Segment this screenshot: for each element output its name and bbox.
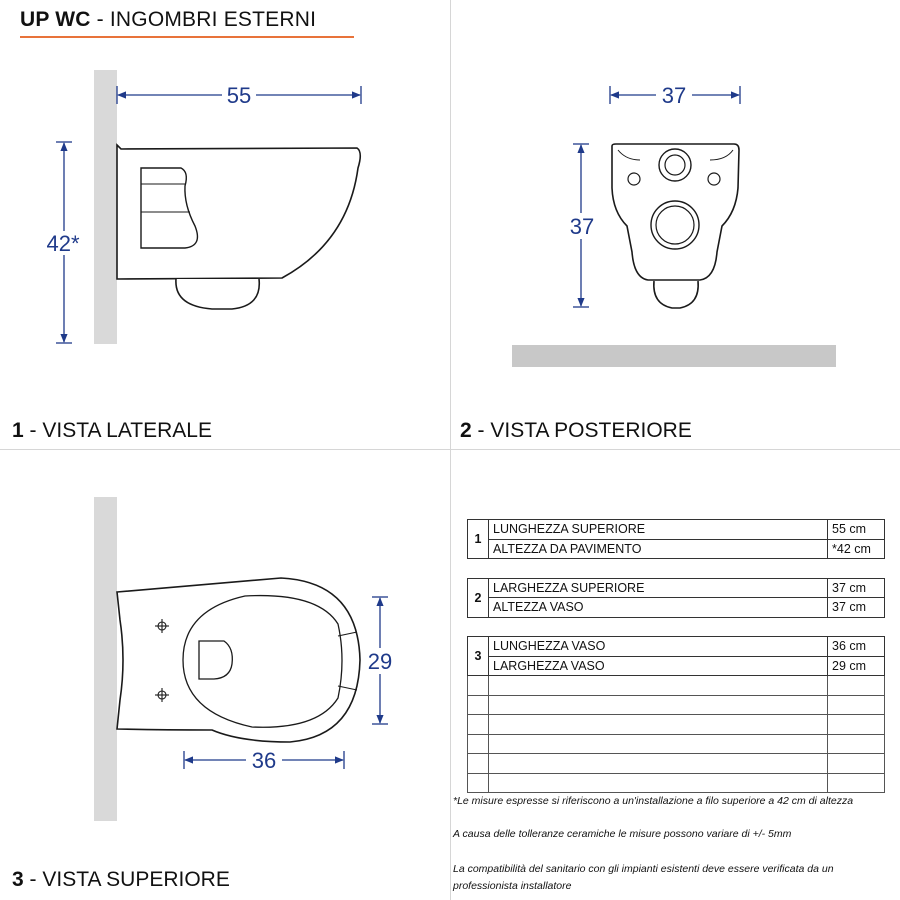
rear-height-label: 37 — [569, 214, 595, 239]
group-number: 1 — [468, 520, 489, 559]
group-number: 3 — [468, 637, 489, 676]
row-value: 37 cm — [828, 578, 885, 598]
table-row — [468, 578, 885, 598]
caption-rear-label: - VISTA POSTERIORE — [471, 419, 692, 442]
table-empty-row — [468, 734, 885, 754]
side-bowl-base — [176, 279, 259, 309]
top-view-drawing — [94, 497, 396, 821]
row-label: ALTEZZA VASO — [489, 598, 828, 618]
table-spacer — [468, 617, 885, 637]
side-view-drawing — [44, 70, 361, 344]
title-subtitle: - INGOMBRI ESTERNI — [90, 8, 317, 31]
row-value: 55 cm — [828, 520, 885, 540]
table-empty-row — [468, 773, 885, 793]
table-empty-row — [468, 715, 885, 735]
group-number: 2 — [468, 578, 489, 617]
side-height-label: 42* — [46, 231, 80, 256]
row-value: 37 cm — [828, 598, 885, 618]
top-wall — [94, 497, 117, 821]
top-length-label: 36 — [251, 748, 277, 773]
row-value: 29 cm — [828, 656, 885, 676]
rear-view-drawing — [512, 82, 836, 367]
row-label: LUNGHEZZA VASO — [489, 637, 828, 657]
caption-top-label: - VISTA SUPERIORE — [23, 868, 230, 891]
top-drain-shape — [199, 641, 232, 679]
table-row — [468, 520, 885, 540]
table-empty-row — [468, 695, 885, 715]
caption-side-number: 1 — [12, 419, 24, 442]
row-value: *42 cm — [828, 539, 885, 559]
note-installation-height: *Le misure espresse si riferiscono a un'installazione a filo superiore a 42 cm di altezza — [453, 795, 854, 807]
note-tolerances: A causa delle tolleranze ceramiche le misure possono variare di +/- 5mm — [453, 828, 792, 840]
caption-side-view — [12, 419, 212, 443]
side-wall — [94, 70, 117, 344]
caption-side-label: - VISTA LATERALE — [23, 419, 212, 442]
title-product: UP WC — [20, 8, 91, 31]
table-row — [468, 539, 885, 559]
row-label: LARGHEZZA SUPERIORE — [489, 578, 828, 598]
caption-top-view — [12, 868, 230, 892]
table-empty-row — [468, 676, 885, 696]
rear-bowl-base — [654, 281, 698, 308]
table-spacer — [468, 559, 885, 579]
row-label: LARGHEZZA VASO — [489, 656, 828, 676]
note-compatibility: La compatibilità del sanitario con gli impianti esistenti deve essere verificata da un professionista installatore — [453, 863, 834, 892]
table-row — [468, 656, 885, 676]
row-value: 36 cm — [828, 637, 885, 657]
dimensions-table — [467, 519, 885, 793]
top-width-label: 29 — [367, 649, 393, 674]
table-row — [468, 637, 885, 657]
row-label: ALTEZZA DA PAVIMENTO — [489, 539, 828, 559]
rear-width-label: 37 — [661, 83, 687, 108]
table-row — [468, 598, 885, 618]
row-label: LUNGHEZZA SUPERIORE — [489, 520, 828, 540]
caption-top-number: 3 — [12, 868, 24, 891]
table-empty-row — [468, 754, 885, 774]
caption-rear-number: 2 — [460, 419, 472, 442]
caption-rear-view — [460, 419, 692, 443]
side-length-label: 55 — [226, 83, 252, 108]
rear-floor — [512, 345, 836, 367]
